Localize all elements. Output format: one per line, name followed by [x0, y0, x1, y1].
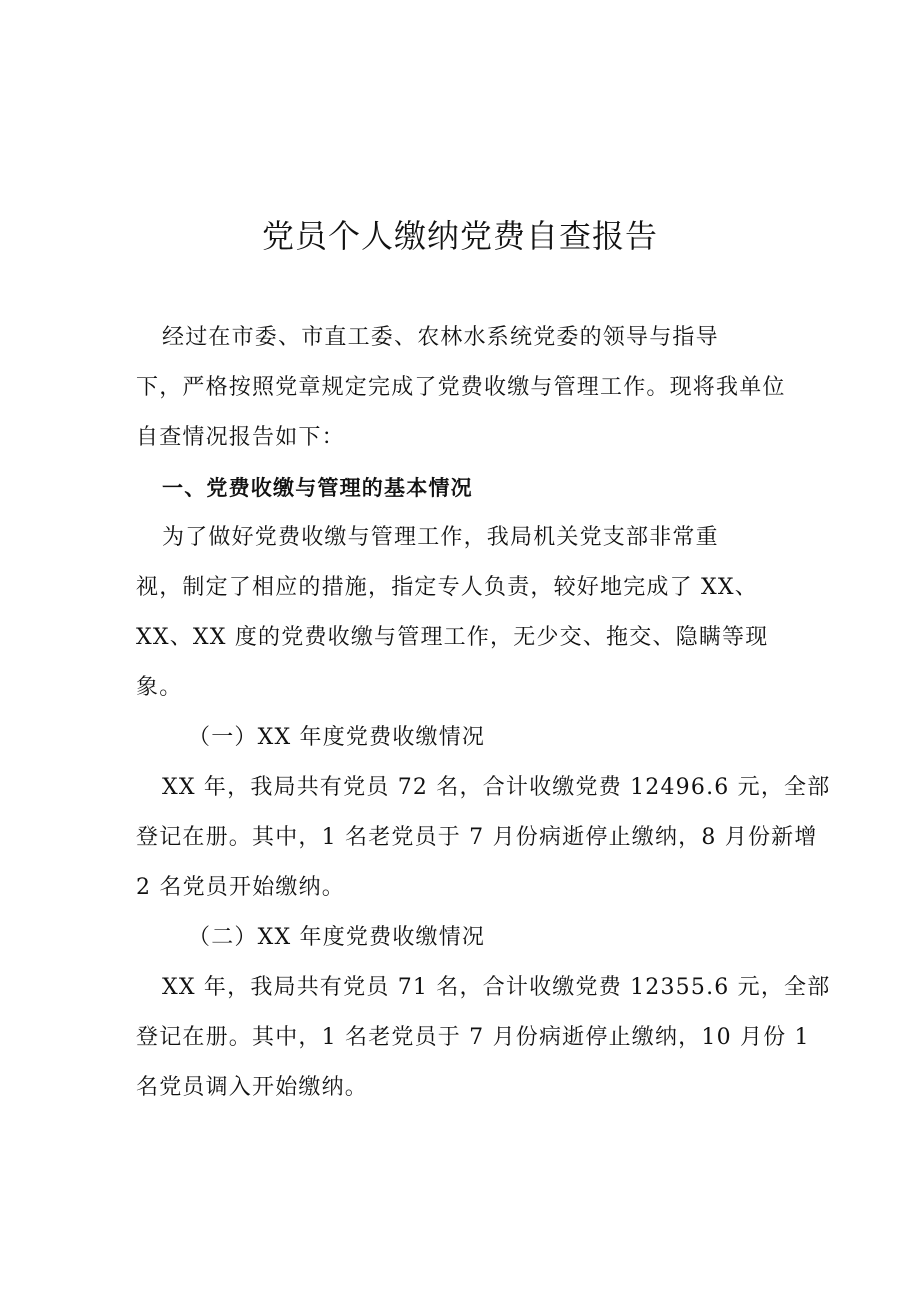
section-heading: 一、党费收缴与管理的基本情况: [162, 476, 473, 500]
document-title: 党员个人缴纳党费自查报告: [261, 217, 658, 255]
paragraph-line: XX 年，我局共有党员 72 名，合计收缴党费 12496.6 元，全部: [162, 775, 831, 800]
paragraph-line: 登记在册。其中，1 名老党员于 7 月份病逝停止缴纳，8 月份新增: [136, 825, 818, 850]
paragraph-line: XX、XX 度的党费收缴与管理工作，无少交、拖交、隐瞒等现: [136, 625, 769, 650]
paragraph-line: 2 名党员开始缴纳。: [136, 875, 345, 900]
paragraph-line: 登记在册。其中，1 名老党员于 7 月份病逝停止缴纳，10 月份 1: [136, 1025, 810, 1050]
subsection-heading: （一）XX 年度党费收缴情况: [188, 725, 486, 750]
paragraph-line: XX 年，我局共有党员 71 名，合计收缴党费 12355.6 元，全部: [162, 975, 831, 1000]
paragraph-line: 经过在市委、市直工委、农林水系统党委的领导与指导: [162, 325, 719, 350]
subsection-heading: （二）XX 年度党费收缴情况: [188, 925, 486, 950]
paragraph-line: 名党员调入开始缴纳。: [136, 1075, 369, 1100]
paragraph-line: 下，严格按照党章规定完成了党费收缴与管理工作。现将我单位: [136, 375, 786, 400]
paragraph-line: 象。: [136, 675, 183, 700]
paragraph-line: 自查情况报告如下：: [136, 425, 345, 450]
paragraph-line: 视，制定了相应的措施，指定专人负责，较好地完成了 XX、: [136, 575, 758, 600]
paragraph-line: 为了做好党费收缴与管理工作，我局机关党支部非常重: [162, 525, 719, 550]
